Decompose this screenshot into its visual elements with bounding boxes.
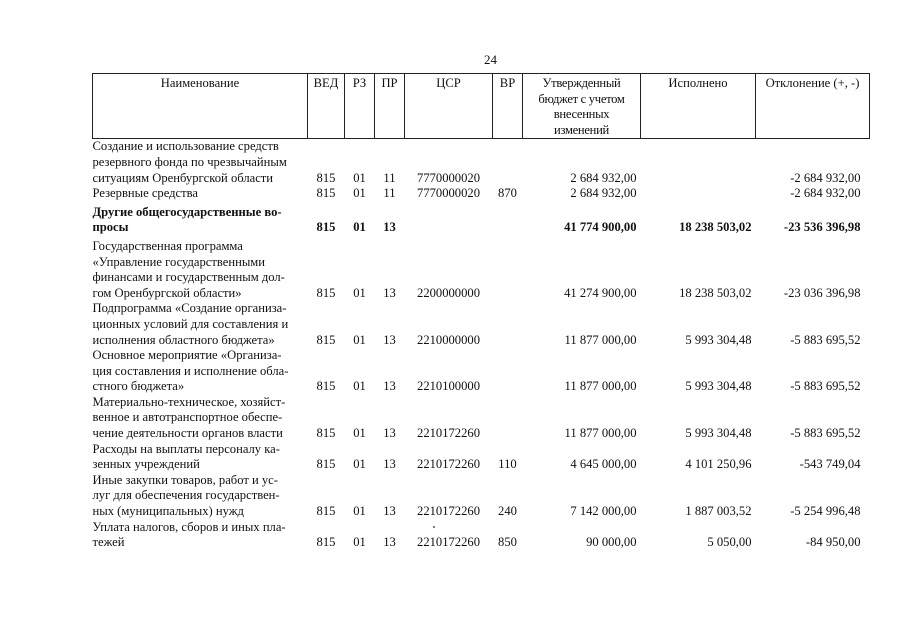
cell-rz: 01 xyxy=(353,504,366,519)
cell-ved: 815 xyxy=(316,379,336,394)
header-executed: Исполнено xyxy=(641,74,756,139)
cell-pr: 13 xyxy=(383,535,396,550)
cell-name xyxy=(93,395,308,442)
cell-csr: 2210172260 xyxy=(417,426,480,441)
cell-name xyxy=(93,442,308,473)
table-row xyxy=(93,348,870,395)
cell-csr: 7770000020 xyxy=(417,170,480,185)
cell-name xyxy=(93,186,308,205)
name-line: «Управление государственными xyxy=(92,254,265,269)
cell-csr: 2210000000 xyxy=(417,332,480,347)
table-header-row xyxy=(93,74,870,139)
cell-approved: 41 274 900,00 xyxy=(564,285,637,300)
cell-name xyxy=(93,520,308,551)
cell-executed: 18 238 503,02 xyxy=(679,285,752,300)
name-line: Материально-техническое, хозяйст- xyxy=(92,394,286,409)
cell-vr xyxy=(493,139,523,186)
cell-deviation: -5 883 695,52 xyxy=(790,332,861,347)
header-pr: ПР xyxy=(375,74,405,139)
table-row xyxy=(93,205,870,239)
cell-deviation: -5 254 996,48 xyxy=(790,504,861,519)
table-row xyxy=(93,473,870,520)
table-body xyxy=(93,139,870,551)
cell-name xyxy=(93,239,308,301)
name-line: ситуациям Оренбургской области xyxy=(92,170,274,185)
name-line: Расходы на выплаты персоналу ка- xyxy=(92,441,280,456)
cell-approved: 7 142 000,00 xyxy=(570,504,637,519)
page-number: 24 xyxy=(484,52,497,67)
header-deviation: Отклонение (+, -) xyxy=(756,74,870,139)
cell-executed: 4 101 250,96 xyxy=(685,457,752,472)
cell-name xyxy=(93,205,308,239)
budget-execution-table xyxy=(92,73,870,551)
table-row xyxy=(93,395,870,442)
cell-ved: 815 xyxy=(316,285,336,300)
cell-executed: 5 050,00 xyxy=(707,535,752,550)
name-line: Иные закупки товаров, работ и ус- xyxy=(92,472,278,487)
cell-deviation: -5 883 695,52 xyxy=(790,379,861,394)
cell-name xyxy=(93,139,308,186)
scan-speck xyxy=(433,526,435,528)
cell-deviation: -2 684 932,00 xyxy=(790,186,861,201)
cell-rz: 01 xyxy=(353,426,366,441)
cell-vr: 850 xyxy=(498,535,517,550)
name-line: Резервные средства xyxy=(92,186,199,201)
name-line: ция составления и исполнение обла- xyxy=(92,363,289,378)
cell-rz: 01 xyxy=(353,170,366,185)
cell-pr: 11 xyxy=(383,170,396,185)
name-line: Создание и использование средств xyxy=(92,139,279,154)
name-line: исполнения областного бюджета» xyxy=(92,332,275,347)
name-line: ционных условий для составления и xyxy=(92,316,289,331)
cell-csr: 7770000020 xyxy=(417,186,480,201)
cell-pr: 13 xyxy=(383,457,396,472)
name-line: просы xyxy=(92,220,129,235)
cell-vr: 110 xyxy=(498,457,517,472)
name-line: зенных учреждений xyxy=(92,457,200,472)
cell-csr: 2210100000 xyxy=(417,379,480,394)
header-rz: РЗ xyxy=(345,74,375,139)
cell-approved: 41 774 900,00 xyxy=(564,220,637,235)
cell-csr xyxy=(405,205,493,239)
name-line: Подпрограмма «Создание организа- xyxy=(92,301,287,316)
cell-name xyxy=(93,348,308,395)
header-ved: ВЕД xyxy=(308,74,345,139)
name-line: чение деятельности органов власти xyxy=(92,426,283,441)
name-line: гом Оренбургской области» xyxy=(92,285,242,300)
cell-approved: 11 877 000,00 xyxy=(564,426,637,441)
cell-approved: 11 877 000,00 xyxy=(564,332,637,347)
table-row xyxy=(93,520,870,551)
cell-csr: 2210172260 xyxy=(417,504,480,519)
cell-csr: 2210172260 xyxy=(417,457,480,472)
name-line: тежей xyxy=(92,535,125,550)
cell-executed xyxy=(641,186,756,205)
cell-rz: 01 xyxy=(353,186,366,201)
cell-executed: 5 993 304,48 xyxy=(685,379,752,394)
cell-executed: 18 238 503,02 xyxy=(679,220,752,235)
table-row xyxy=(93,442,870,473)
header-approved-budget: Утвержденный бюджет с учетом внесенных изменений xyxy=(523,74,641,139)
cell-deviation: -23 036 396,98 xyxy=(783,285,861,300)
cell-vr: 870 xyxy=(498,186,517,201)
cell-pr: 13 xyxy=(383,426,396,441)
name-line: резервного фонда по чрезвычайным xyxy=(92,154,287,169)
name-line: Другие общегосударственные во- xyxy=(92,204,282,219)
cell-rz: 01 xyxy=(353,379,366,394)
cell-executed: 5 993 304,48 xyxy=(685,332,752,347)
cell-ved: 815 xyxy=(316,186,336,201)
cell-approved: 11 877 000,00 xyxy=(564,379,637,394)
cell-deviation: -23 536 396,98 xyxy=(783,220,861,235)
table-row xyxy=(93,301,870,348)
cell-pr: 13 xyxy=(383,504,396,519)
cell-csr: 2210172260 xyxy=(417,535,480,550)
cell-pr: 13 xyxy=(383,285,396,300)
cell-vr: 240 xyxy=(498,504,517,519)
cell-rz: 01 xyxy=(353,535,366,550)
cell-approved: 2 684 932,00 xyxy=(570,170,637,185)
cell-ved: 815 xyxy=(316,426,336,441)
name-line: ных (муниципальных) нужд xyxy=(92,504,244,519)
cell-ved: 815 xyxy=(316,535,336,550)
cell-pr: 13 xyxy=(383,379,396,394)
cell-rz: 01 xyxy=(353,220,366,235)
name-line: стного бюджета» xyxy=(92,379,185,394)
cell-vr xyxy=(493,239,523,301)
name-line: Основное мероприятие «Организа- xyxy=(92,348,282,363)
cell-vr xyxy=(493,348,523,395)
name-line: луг для обеспечения государствен- xyxy=(92,488,280,503)
cell-deviation: -2 684 932,00 xyxy=(790,170,861,185)
cell-deviation: -84 950,00 xyxy=(805,535,861,550)
cell-pr: 13 xyxy=(383,220,396,235)
cell-ved: 815 xyxy=(316,504,336,519)
name-line: Государственная программа xyxy=(92,238,243,253)
cell-csr: 2200000000 xyxy=(417,285,480,300)
cell-executed: 1 887 003,52 xyxy=(685,504,752,519)
cell-vr xyxy=(493,301,523,348)
cell-vr xyxy=(493,205,523,239)
table-row xyxy=(93,239,870,301)
cell-approved: 4 645 000,00 xyxy=(570,457,637,472)
cell-rz: 01 xyxy=(353,457,366,472)
header-csr: ЦСР xyxy=(405,74,493,139)
cell-vr xyxy=(493,395,523,442)
cell-pr: 13 xyxy=(383,332,396,347)
cell-rz: 01 xyxy=(353,332,366,347)
cell-deviation: -543 749,04 xyxy=(799,457,861,472)
name-line: финансами и государственным дол- xyxy=(92,270,285,285)
cell-rz: 01 xyxy=(353,285,366,300)
header-name: Наименование xyxy=(93,74,308,139)
cell-ved: 815 xyxy=(316,457,336,472)
cell-ved: 815 xyxy=(316,220,336,235)
cell-pr: 11 xyxy=(383,186,396,201)
cell-deviation: -5 883 695,52 xyxy=(790,426,861,441)
cell-approved: 90 000,00 xyxy=(586,535,637,550)
name-line: венное и автотранспортное обеспе- xyxy=(92,410,283,425)
cell-ved: 815 xyxy=(316,332,336,347)
cell-executed: 5 993 304,48 xyxy=(685,426,752,441)
name-line: Уплата налогов, сборов и иных пла- xyxy=(92,519,286,534)
cell-approved: 2 684 932,00 xyxy=(570,186,637,201)
table-row xyxy=(93,139,870,186)
table-row xyxy=(93,186,870,205)
cell-name xyxy=(93,301,308,348)
header-vr: ВР xyxy=(493,74,523,139)
cell-executed xyxy=(641,139,756,186)
cell-name xyxy=(93,473,308,520)
cell-ved: 815 xyxy=(316,170,336,185)
